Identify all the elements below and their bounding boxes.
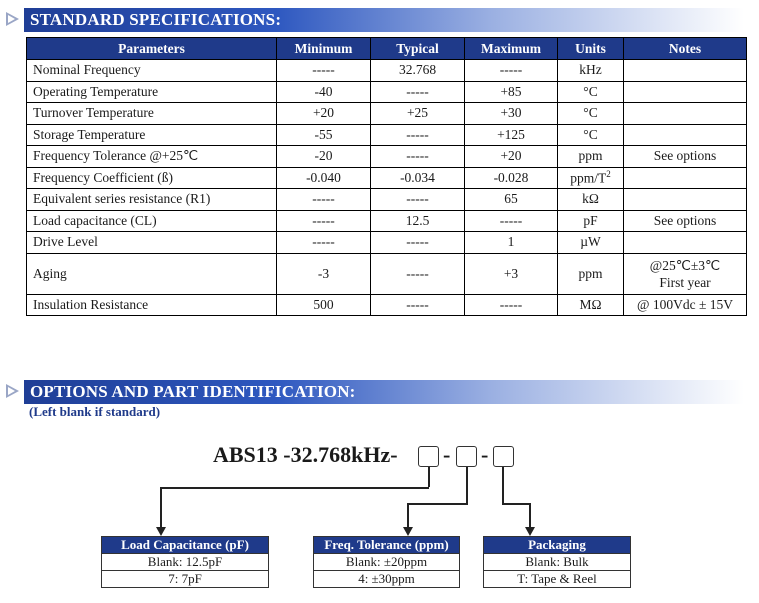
options-section-header xyxy=(6,380,746,404)
notes-line: First year xyxy=(659,274,711,290)
triangle-bullet-icon xyxy=(6,384,19,398)
option-item: 7: 7pF xyxy=(102,570,268,587)
notes-cell: @ 100Vdc ± 15V xyxy=(624,294,747,316)
arrow-down-icon xyxy=(525,527,535,536)
param-cell: Load capacitance (CL) xyxy=(27,210,277,232)
unit-cell: °C xyxy=(558,124,624,146)
param-cell: Drive Level xyxy=(27,232,277,254)
connector-line xyxy=(502,467,504,503)
param-cell: Frequency Tolerance @+25℃ xyxy=(27,146,277,168)
unit-cell: MΩ xyxy=(558,294,624,316)
typ-cell: ----- xyxy=(371,146,465,168)
typ-cell: ----- xyxy=(371,189,465,211)
min-cell: -3 xyxy=(277,253,371,294)
notes-cell: See options xyxy=(624,210,747,232)
connector-line xyxy=(160,487,162,528)
table-row xyxy=(27,253,747,294)
param-cell: Equivalent series resistance (R1) xyxy=(27,189,277,211)
unit-cell: °C xyxy=(558,103,624,125)
notes-cell xyxy=(624,124,747,146)
param-cell: Operating Temperature xyxy=(27,81,277,103)
table-row xyxy=(27,167,747,189)
max-cell: +85 xyxy=(465,81,558,103)
separator: - xyxy=(481,442,489,467)
arrow-down-icon xyxy=(403,527,413,536)
table-row xyxy=(27,210,747,232)
connector-line xyxy=(466,467,468,503)
param-cell: Storage Temperature xyxy=(27,124,277,146)
typ-cell: ----- xyxy=(371,294,465,316)
max-cell: +3 xyxy=(465,253,558,294)
param-cell: Turnover Temperature xyxy=(27,103,277,125)
load-capacitance-options xyxy=(101,536,269,588)
param-cell: Insulation Resistance xyxy=(27,294,277,316)
part-number: ABS13 -32.768kHz- xyxy=(213,442,398,467)
triangle-bullet-icon xyxy=(6,12,19,26)
notes-cell xyxy=(624,167,747,189)
max-cell: +20 xyxy=(465,146,558,168)
table-row xyxy=(27,294,747,316)
options-subtitle: (Left blank if standard) xyxy=(29,404,161,419)
min-cell: -40 xyxy=(277,81,371,103)
option-item: Blank: ±20ppm xyxy=(314,553,459,570)
option-header: Freq. Tolerance (ppm) xyxy=(314,537,459,553)
unit-cell: µW xyxy=(558,232,624,254)
load-cap-slot xyxy=(418,446,439,467)
max-cell: ----- xyxy=(465,60,558,82)
unit-cell xyxy=(558,167,624,189)
table-header-row xyxy=(27,38,747,60)
max-cell: ----- xyxy=(465,294,558,316)
separator: - xyxy=(443,442,451,467)
arrow-down-icon xyxy=(156,527,166,536)
max-cell: -0.028 xyxy=(465,167,558,189)
min-cell: +20 xyxy=(277,103,371,125)
option-item: Blank: Bulk xyxy=(484,553,630,570)
notes-cell xyxy=(624,253,747,294)
min-cell: 500 xyxy=(277,294,371,316)
param-cell: Frequency Coefficient (ß) xyxy=(27,167,277,189)
table-row xyxy=(27,81,747,103)
section-title: OPTIONS AND PART IDENTIFICATION: xyxy=(30,382,356,401)
option-item: T: Tape & Reel xyxy=(484,570,630,587)
param-cell: Nominal Frequency xyxy=(27,60,277,82)
table-row xyxy=(27,103,747,125)
min-cell: -20 xyxy=(277,146,371,168)
table-row xyxy=(27,232,747,254)
col-header: Typical xyxy=(371,38,465,60)
unit-cell: pF xyxy=(558,210,624,232)
notes-cell xyxy=(624,189,747,211)
notes-cell xyxy=(624,60,747,82)
unit-cell: kHz xyxy=(558,60,624,82)
unit-cell: ppm xyxy=(558,253,624,294)
min-cell: ----- xyxy=(277,189,371,211)
col-header: Maximum xyxy=(465,38,558,60)
unit-cell: °C xyxy=(558,81,624,103)
connector-line xyxy=(428,467,430,487)
max-cell: ----- xyxy=(465,210,558,232)
table-row xyxy=(27,189,747,211)
spec-section-header xyxy=(6,8,746,32)
packaging-options xyxy=(483,536,631,588)
freq-tolerance-options xyxy=(313,536,460,588)
typ-cell: ----- xyxy=(371,124,465,146)
notes-cell: See options xyxy=(624,146,747,168)
max-cell: 1 xyxy=(465,232,558,254)
min-cell: ----- xyxy=(277,232,371,254)
option-header: Load Capacitance (pF) xyxy=(102,537,268,553)
typ-cell: 12.5 xyxy=(371,210,465,232)
unit-superscript: 2 xyxy=(606,169,611,179)
unit-cell: ppm xyxy=(558,146,624,168)
max-cell: 65 xyxy=(465,189,558,211)
typ-cell: ----- xyxy=(371,81,465,103)
section-title: STANDARD SPECIFICATIONS: xyxy=(30,10,282,29)
tolerance-slot xyxy=(456,446,477,467)
connector-line xyxy=(529,503,531,528)
min-cell: ----- xyxy=(277,210,371,232)
spec-table xyxy=(26,37,747,316)
connector-line xyxy=(407,503,409,528)
connector-line xyxy=(160,487,429,489)
max-cell: +30 xyxy=(465,103,558,125)
table-row xyxy=(27,124,747,146)
notes-line: @25℃±3℃ xyxy=(649,257,721,273)
typ-cell: -0.034 xyxy=(371,167,465,189)
typ-cell: ----- xyxy=(371,232,465,254)
unit-text: ppm/T xyxy=(570,170,607,186)
notes-cell xyxy=(624,232,747,254)
notes-cell xyxy=(624,81,747,103)
table-row xyxy=(27,60,747,82)
min-cell: ----- xyxy=(277,60,371,82)
max-cell: +125 xyxy=(465,124,558,146)
packaging-slot xyxy=(493,446,514,467)
col-header: Minimum xyxy=(277,38,371,60)
col-header: Units xyxy=(558,38,624,60)
min-cell: -0.040 xyxy=(277,167,371,189)
min-cell: -55 xyxy=(277,124,371,146)
typ-cell: +25 xyxy=(371,103,465,125)
option-item: 4: ±30ppm xyxy=(314,570,459,587)
col-header: Parameters xyxy=(27,38,277,60)
connector-line xyxy=(407,503,468,505)
table-row xyxy=(27,146,747,168)
typ-cell: ----- xyxy=(371,253,465,294)
unit-cell: kΩ xyxy=(558,189,624,211)
option-header: Packaging xyxy=(484,537,630,553)
notes-cell xyxy=(624,103,747,125)
option-item: Blank: 12.5pF xyxy=(102,553,268,570)
col-header: Notes xyxy=(624,38,747,60)
param-cell: Aging xyxy=(27,253,277,294)
typ-cell: 32.768 xyxy=(371,60,465,82)
connector-line xyxy=(502,503,531,505)
